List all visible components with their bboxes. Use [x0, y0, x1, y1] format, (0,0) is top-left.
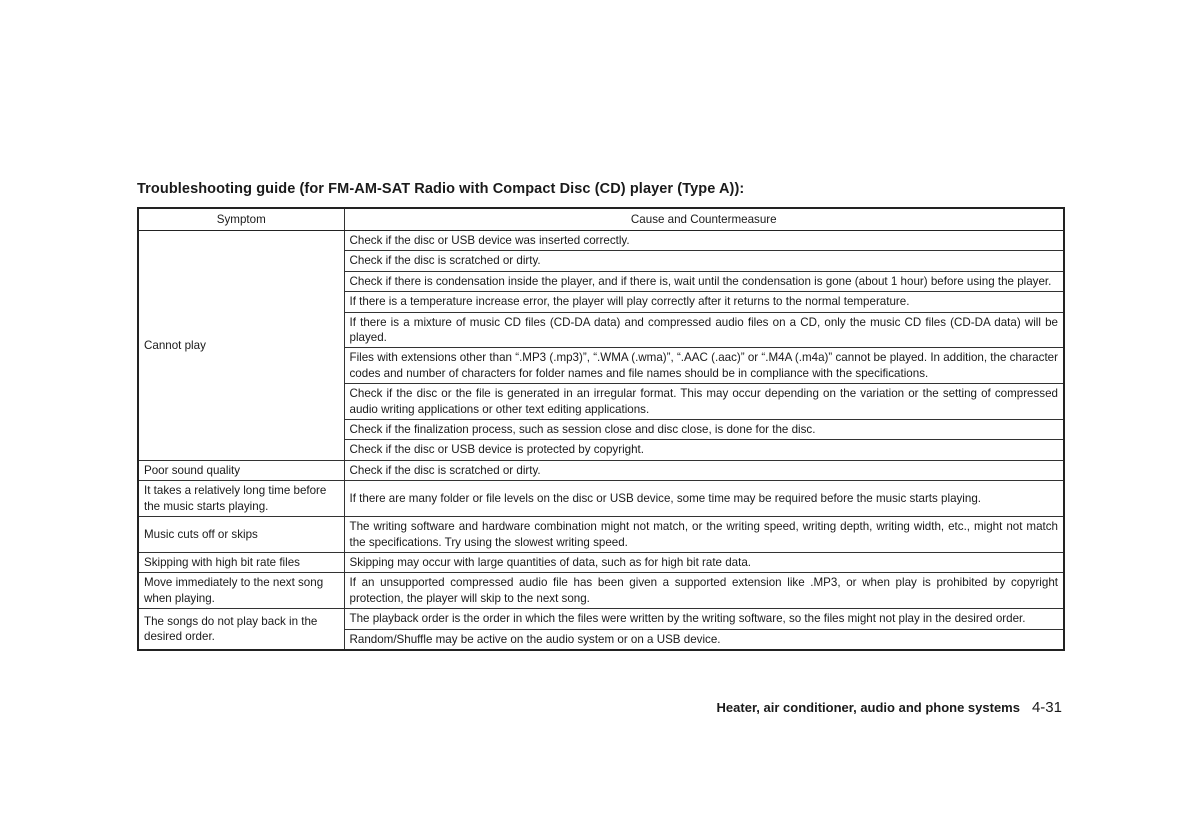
cause-cell: If an unsupported compressed audio file has been given a supported extension like .MP3, or when play is prohibited by copyright protection, the player will skip to the next song. [344, 573, 1064, 609]
table-header-row [138, 208, 1064, 231]
table-row [138, 481, 1064, 517]
cause-cell: Check if the disc or USB device was inserted correctly. [344, 231, 1064, 251]
symptom-cell: Skipping with high bit rate files [138, 552, 344, 572]
cause-cell: Check if the finalization process, such as session close and disc close, is done for the disc. [344, 420, 1064, 440]
symptom-cell: Cannot play [138, 231, 344, 461]
footer-section-title: Heater, air conditioner, audio and phone systems [716, 700, 1020, 715]
page-title: Troubleshooting guide (for FM-AM-SAT Radio with Compact Disc (CD) player (Type A)): [137, 181, 745, 197]
symptom-cell: It takes a relatively long time before the music starts playing. [138, 481, 344, 517]
symptom-cell: Music cuts off or skips [138, 517, 344, 553]
page-number: 4-31 [1031, 699, 1062, 716]
table-row [138, 573, 1064, 609]
cause-cell: Skipping may occur with large quantities of data, such as for high bit rate data. [344, 552, 1064, 572]
cause-cell: Check if the disc is scratched or dirty. [344, 251, 1064, 271]
symptom-cell: Move immediately to the next song when playing. [138, 573, 344, 609]
page-footer [717, 699, 1062, 716]
cause-cell: Random/Shuffle may be active on the audio system or on a USB device. [344, 629, 1064, 650]
cause-cell: Check if the disc or the file is generated in an irregular format. This may occur depending on the variation or the setting of compressed audio writing applications or other text editing applications. [344, 384, 1064, 420]
cause-cell: The writing software and hardware combination might not match, or the writing speed, writing depth, writing width, etc., might not match the specifications. Try using the slowest writing speed. [344, 517, 1064, 553]
symptom-cell: Poor sound quality [138, 460, 344, 480]
header-symptom: Symptom [138, 208, 344, 231]
cause-cell: If there are many folder or file levels on the disc or USB device, some time may be required before the music starts playing. [344, 481, 1064, 517]
table-row [138, 460, 1064, 480]
cause-cell: If there is a temperature increase error, the player will play correctly after it returns to the normal temperature. [344, 292, 1064, 312]
table-row [138, 552, 1064, 572]
cause-cell: Files with extensions other than “.MP3 (.mp3)”, “.WMA (.wma)”, “.AAC (.aac)” or “.M4A (.m4a)” cannot be played. In addition, the character codes and number of characters for folder names and file names should be in compliance with the specifications. [344, 348, 1064, 384]
cause-cell: Check if the disc is scratched or dirty. [344, 460, 1064, 480]
symptom-cell: The songs do not play back in the desired order. [138, 609, 344, 650]
cause-cell: If there is a mixture of music CD files (CD-DA data) and compressed audio files on a CD, only the music CD files (CD-DA data) will be played. [344, 312, 1064, 348]
cause-cell: The playback order is the order in which the files were written by the writing software, so the files might not play in the desired order. [344, 609, 1064, 629]
header-cause: Cause and Countermeasure [344, 208, 1064, 231]
table-row [138, 517, 1064, 553]
table-row [138, 231, 1064, 251]
table-row [138, 609, 1064, 629]
cause-cell: Check if the disc or USB device is protected by copyright. [344, 440, 1064, 460]
troubleshooting-table [137, 207, 1065, 651]
cause-cell: Check if there is condensation inside the player, and if there is, wait until the condensation is gone (about 1 hour) before using the player. [344, 271, 1064, 291]
